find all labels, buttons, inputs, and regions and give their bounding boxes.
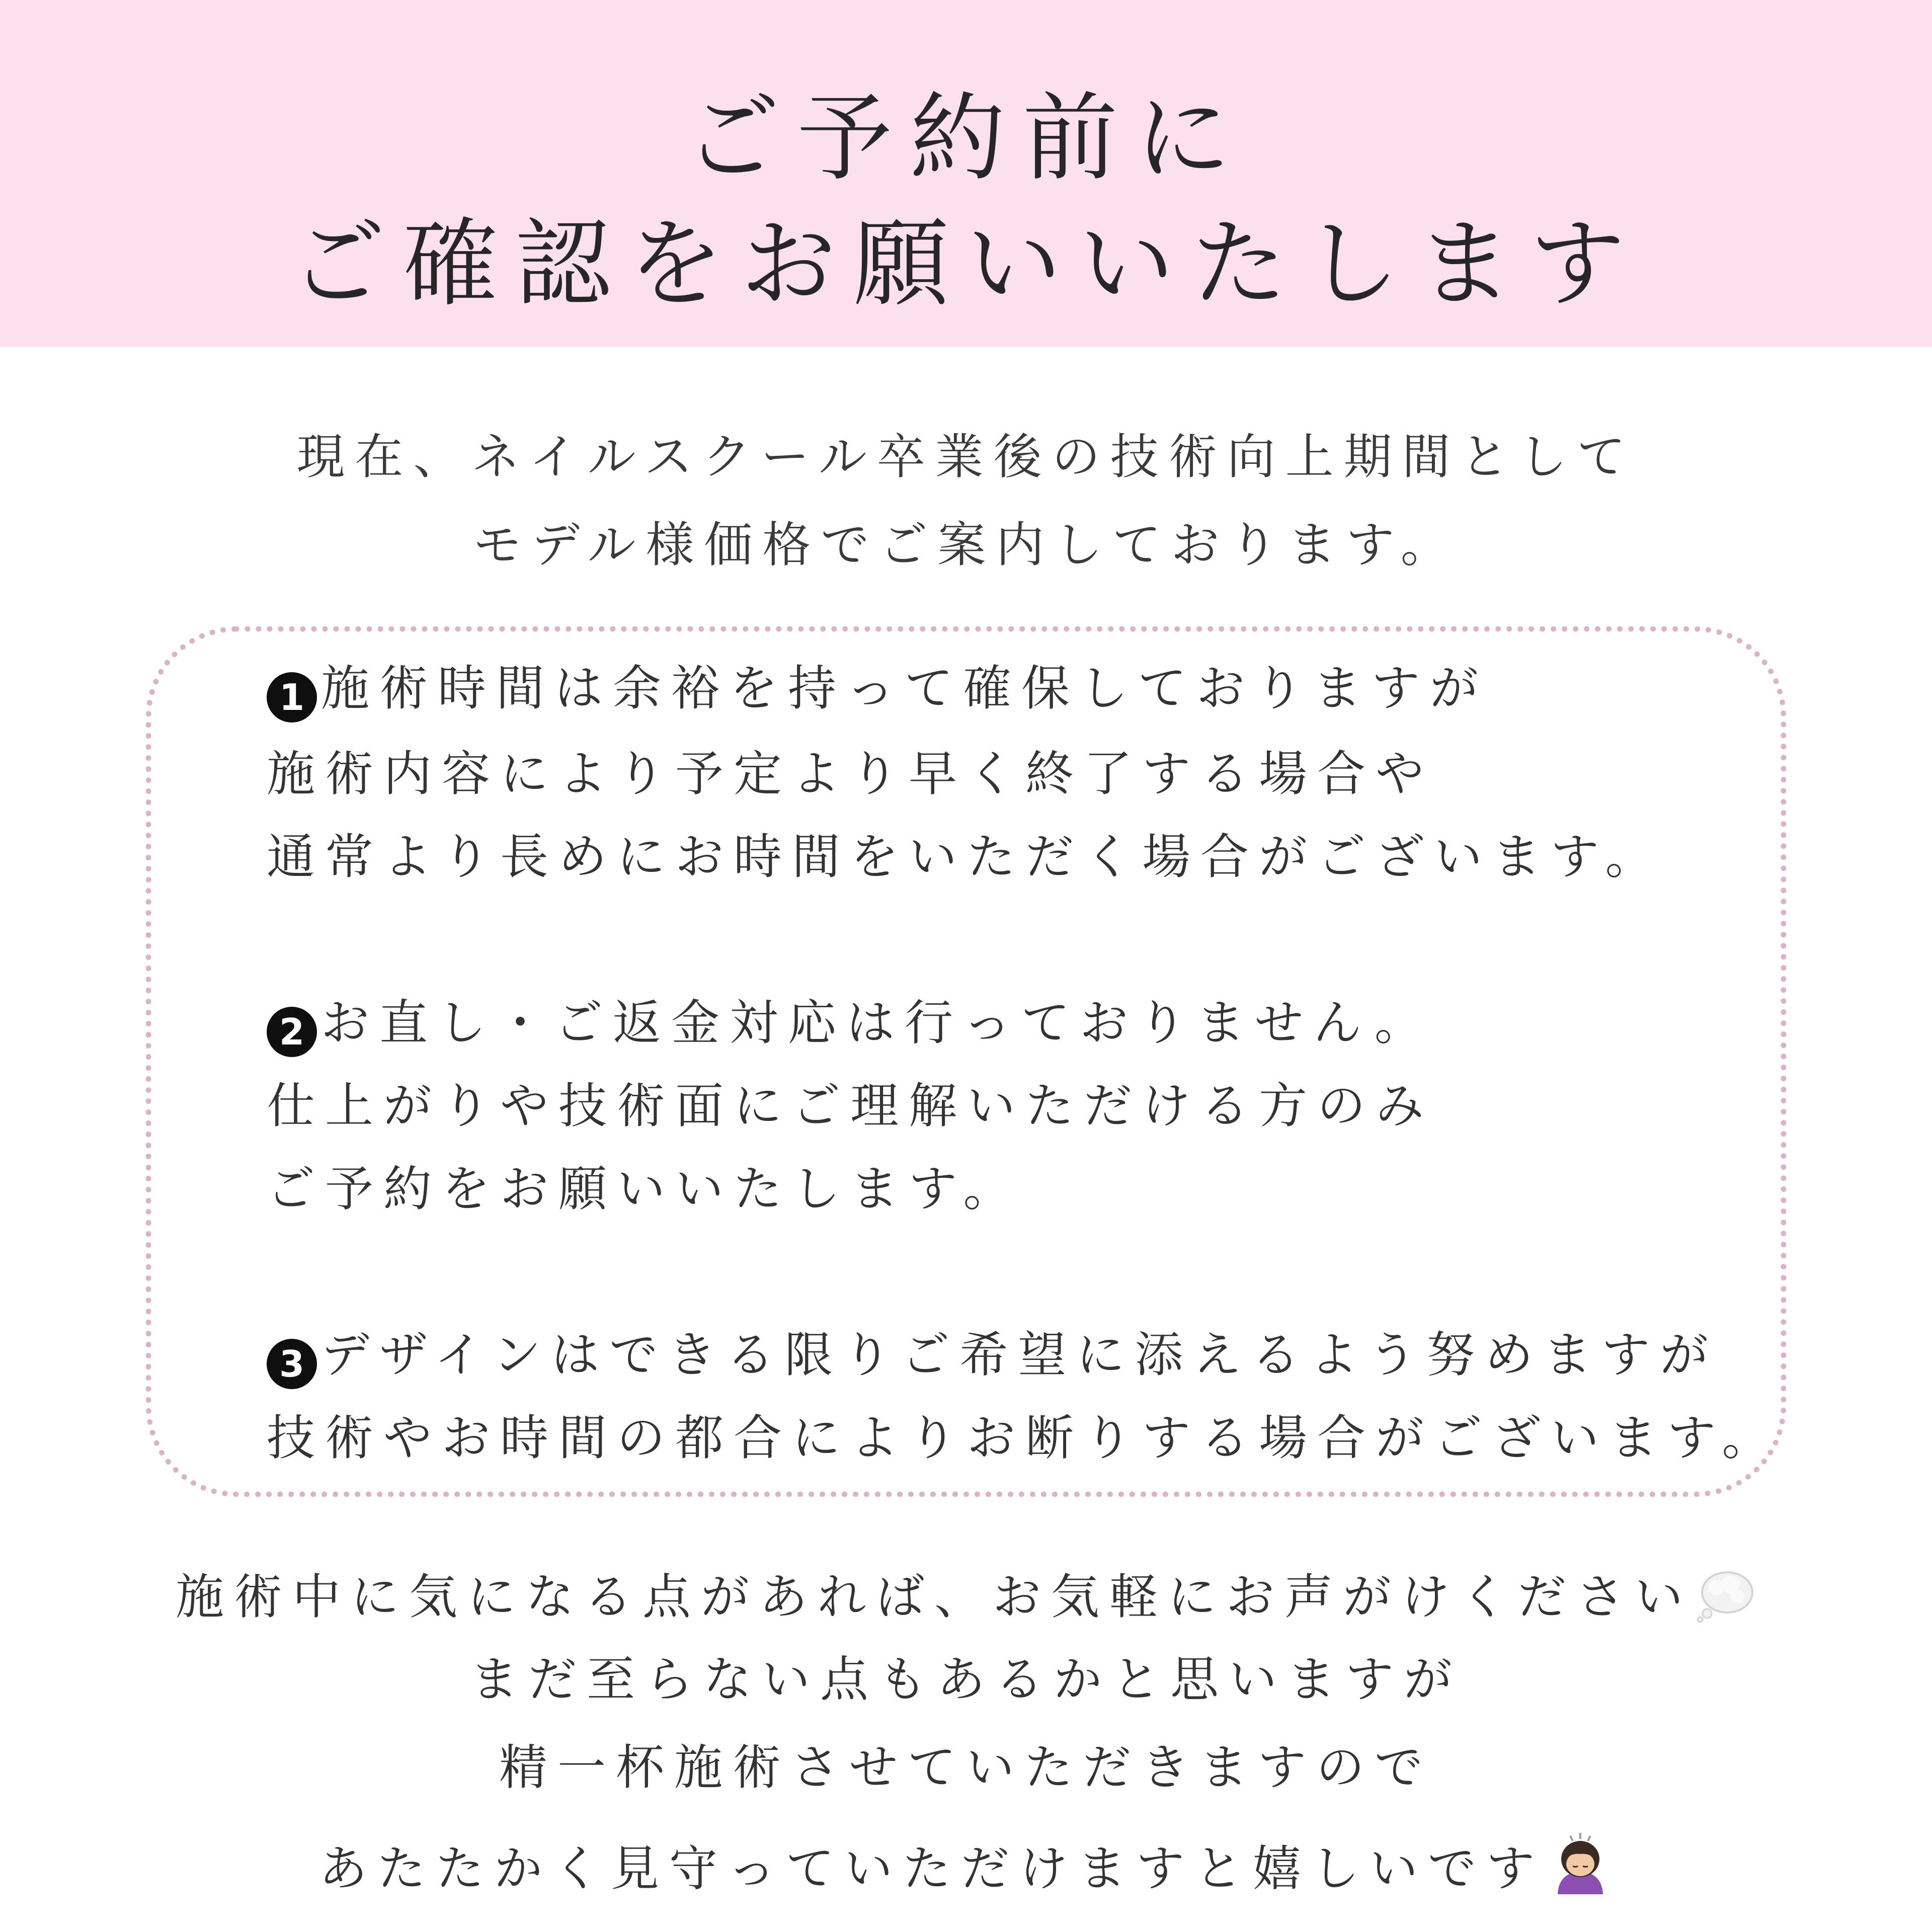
closing-line-1 <box>0 1567 1932 1630</box>
notice-item-1-text-1: 施術時間は余裕を持って確保しておりますが <box>321 660 1488 716</box>
notice-item-2-line-3: ご予約をお願いいたします。 <box>267 1161 1022 1217</box>
notice-item-3-line-2: 技術やお時間の都合によりお断りする場合がございます。 <box>267 1410 1781 1466</box>
notice-item-2-line-2: 仕上がりや技術面にご理解いただける方のみ <box>267 1078 1434 1134</box>
notice-item-1-line-2: 施術内容により予定より早く終了する場合や <box>267 746 1434 802</box>
closing-line-3: 精一杯施術させていただきますので <box>499 1739 1433 1796</box>
header-banner <box>0 0 1932 347</box>
page-title-line-1: ご予約前に <box>684 83 1248 194</box>
closing-text-4: あたたかく見守っていただけますと嬉しいです <box>319 1840 1545 1897</box>
intro-line-2: モデル様価格でご案内しております。 <box>473 517 1459 573</box>
notice-item-3-line-1 <box>267 1327 1719 1389</box>
closing-line-2: まだ至らない点もあるかと思いますが <box>470 1651 1462 1708</box>
notice-item-3-text-1: デザインはできる限りご希望に添えるよう努めますが <box>321 1327 1719 1383</box>
closing-line-4 <box>0 1829 1932 1902</box>
notice-item-2-text-1: お直し・ご返金対応は行っておりません。 <box>321 995 1433 1051</box>
thought-bubble-icon <box>1696 1567 1756 1630</box>
closing-text-1: 施術中に気になる点があれば、お気軽にお声がけください <box>176 1569 1693 1625</box>
intro-line-1: 現在、ネイルスクール卒業後の技術向上期間として <box>296 429 1636 485</box>
woman-bowing-icon <box>1548 1829 1613 1902</box>
number-badge-1: 1 <box>267 672 317 722</box>
number-badge-2: 2 <box>267 1007 317 1057</box>
notice-item-2-line-1 <box>267 995 1433 1057</box>
notice-item-1-line-1 <box>267 660 1488 722</box>
notice-item-1-line-3: 通常より長めにお時間をいただく場合がございます。 <box>267 829 1664 885</box>
page-title-line-2: ご確認をお願いいたします <box>289 208 1642 319</box>
number-badge-3: 3 <box>267 1339 317 1389</box>
